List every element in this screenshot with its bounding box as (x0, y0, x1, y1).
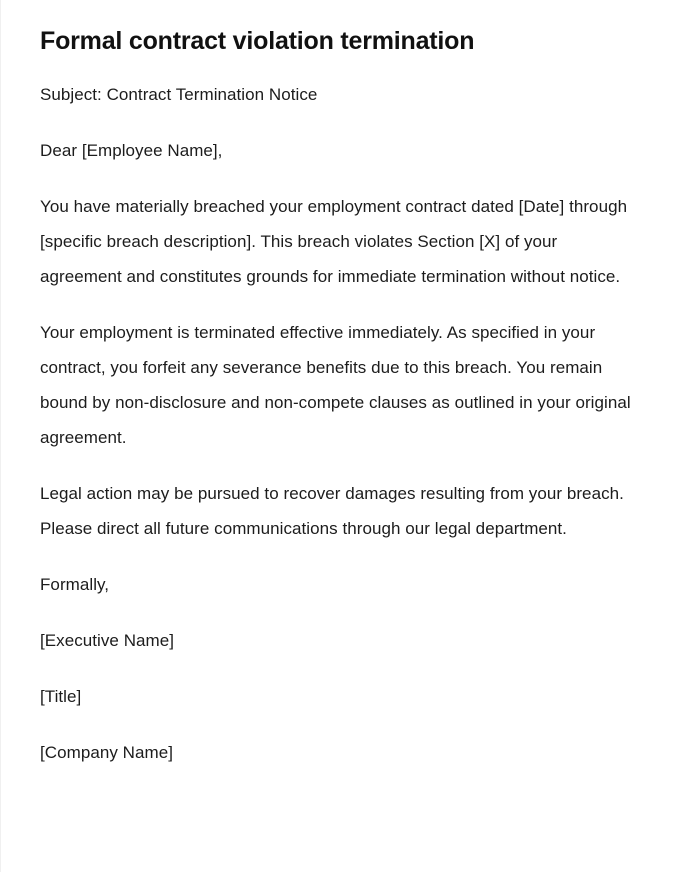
document-subject-line: Subject: Contract Termination Notice (40, 84, 318, 104)
signature-company-name: [Company Name] (40, 742, 173, 762)
signature-title: [Title] (40, 686, 82, 706)
document-closing: Formally, (40, 574, 110, 594)
signature-executive-name: [Executive Name] (40, 630, 175, 650)
page-title: Formal contract violation termination (40, 27, 475, 55)
document-body-paragraph-2: Your employment is terminated effective immediately. As specified in your contract, you forfeit any severance benefits due to this breach. You remain bound by non-disclosure and non-compete clauses as outlined in your original agreement. (40, 322, 631, 447)
document-body-paragraph-1: You have materially breached your employment contract dated [Date] through [specific breach description]. This breach violates Section [X] of your agreement and constitutes grounds for immediate termination without notice. (40, 196, 628, 286)
document-body-paragraph-3: Legal action may be pursued to recover damages resulting from your breach. Please direct all future communications through our legal department. (40, 483, 624, 538)
document-salutation: Dear [Employee Name], (40, 140, 223, 160)
